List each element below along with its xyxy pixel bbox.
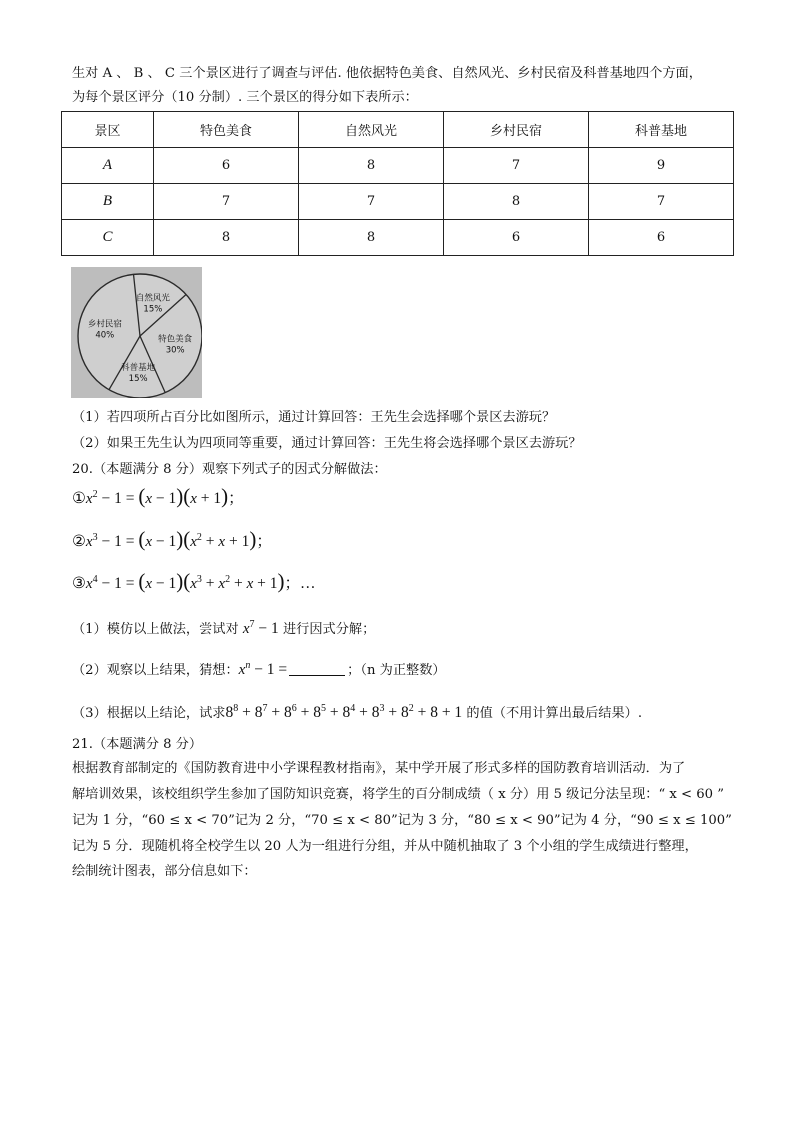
table-cell: 8	[299, 220, 444, 256]
table-row	[62, 220, 734, 256]
q21-line-3: 记为 1 分，“60 ≤ x < 70”记为 2 分，“70 ≤ x < 80”记为 3 分，“80 ≤ x < 90”记为 4 分，“90 ≤ x ≤ 100”	[72, 813, 732, 828]
q20-title: 20.（本题满分 8 分）观察下列式子的因式分解做法：	[72, 462, 387, 477]
table-cell: 6	[589, 220, 734, 256]
q20-part-1-pre: （1）模仿以上做法，尝试对	[72, 622, 243, 637]
table-header-row	[62, 112, 734, 148]
table-cell: 8	[299, 148, 444, 184]
pie-slice-percent: 30%	[165, 345, 185, 356]
table-cell: 8	[444, 184, 589, 220]
table-cell-name: A	[62, 148, 154, 184]
intro-line-2: 为每个景区评分（10 分制）. 三个景区的得分如下表所示：	[72, 90, 418, 105]
intro-line-1: 生对 A 、 B 、 C 三个景区进行了调查与评估. 他依据特色美食、自然风光、乡村民宿及科普基地四个方面，	[72, 66, 702, 81]
q20-part-2-post: ；（n 为正整数）	[347, 663, 446, 678]
pie-slice-label: 乡村民宿	[87, 319, 122, 330]
table-cell: 7	[589, 184, 734, 220]
table-header: 自然风光	[299, 112, 444, 148]
q20-part-3-pre: （3）根据以上结论，试求	[72, 706, 226, 721]
q21-line-4: 记为 5 分．现随机将全校学生以 20 人为一组进行分组，并从中随机抽取了 3 个小组的学生成绩进行整理，	[72, 839, 698, 854]
table-cell: 7	[444, 148, 589, 184]
q20-part-2-pre: （2）观察以上结果，猜想：	[72, 663, 239, 678]
circled-number: ②	[72, 533, 86, 550]
pie-slice-label: 特色美食	[158, 334, 193, 345]
pie-slice-label: 科普基地	[121, 362, 156, 373]
q19-part-2: （2）如果王先生认为四项同等重要，通过计算回答：王先生将会选择哪个景区去游玩？	[72, 436, 582, 451]
answer-blank[interactable]	[289, 661, 345, 676]
table-header: 科普基地	[589, 112, 734, 148]
table-cell: 7	[154, 184, 299, 220]
pie-chart-photo	[71, 267, 202, 398]
q20-formula-2: $②x^3 - 1 = (x - 1)(x^2 + x + 1)$；	[72, 527, 272, 551]
q21-line-1: 根据教育部制定的《国防教育进中小学课程教材指南》，某中学开展了形式多样的国防教育培训活动．为了	[72, 761, 686, 776]
q20-part-2: （2）观察以上结果，猜想：$x^n - 1$ = ；（n 为正整数）	[72, 660, 446, 678]
pie-chart	[71, 267, 202, 398]
q20-part-3-post: 的值（不用计算出最后结果）.	[462, 706, 643, 721]
q20-part-3: （3）根据以上结论，试求$8^8 + 8^7 + 8^6 + 8^5 + 8^4 + 8^3 + 8^2 + 8 + 1$ 的值（不用计算出最后结果）.	[72, 703, 643, 721]
score-table	[61, 111, 734, 256]
table-cell-name: B	[62, 184, 154, 220]
q19-part-1: （1）若四项所占百分比如图所示，通过计算回答：王先生会选择哪个景区去游玩？	[72, 410, 556, 425]
q21-title: 21.（本题满分 8 分）	[72, 737, 203, 752]
circled-number: ③	[72, 575, 86, 592]
pie-slice-percent: 15%	[128, 373, 148, 384]
table-cell: 6	[154, 148, 299, 184]
q20-formula-1: $①x^2 - 1 = (x - 1)(x + 1)$；	[72, 484, 244, 508]
pie-slice-percent: 40%	[95, 330, 115, 341]
table-header: 乡村民宿	[444, 112, 589, 148]
q20-part-1: （1）模仿以上做法，尝试对 $x^7 - 1$ 进行因式分解；	[72, 619, 376, 637]
circled-number: ①	[72, 490, 86, 507]
table-cell: 6	[444, 220, 589, 256]
table-header: 特色美食	[154, 112, 299, 148]
q21-line-5: 绘制统计图表，部分信息如下：	[72, 864, 257, 879]
q20-formula-3: $③x^4 - 1 = (x - 1)(x^3 + x^2 + x + 1)$；…	[72, 569, 316, 593]
q21-line-2: 解培训效果，该校组织学生参加了国防知识竞赛，将学生的百分制成绩（ x 分）用 5 级记分法呈现：“ x < 60 ”	[72, 787, 724, 802]
pie-slice-percent: 15%	[143, 304, 163, 315]
table-row	[62, 148, 734, 184]
table-row	[62, 184, 734, 220]
table-header: 景区	[62, 112, 154, 148]
pie-slice-label: 自然风光	[135, 293, 170, 304]
table-cell-name: C	[62, 220, 154, 256]
table-cell: 8	[154, 220, 299, 256]
table-cell: 9	[589, 148, 734, 184]
q20-part-1-post: 进行因式分解；	[278, 622, 376, 637]
table-cell: 7	[299, 184, 444, 220]
